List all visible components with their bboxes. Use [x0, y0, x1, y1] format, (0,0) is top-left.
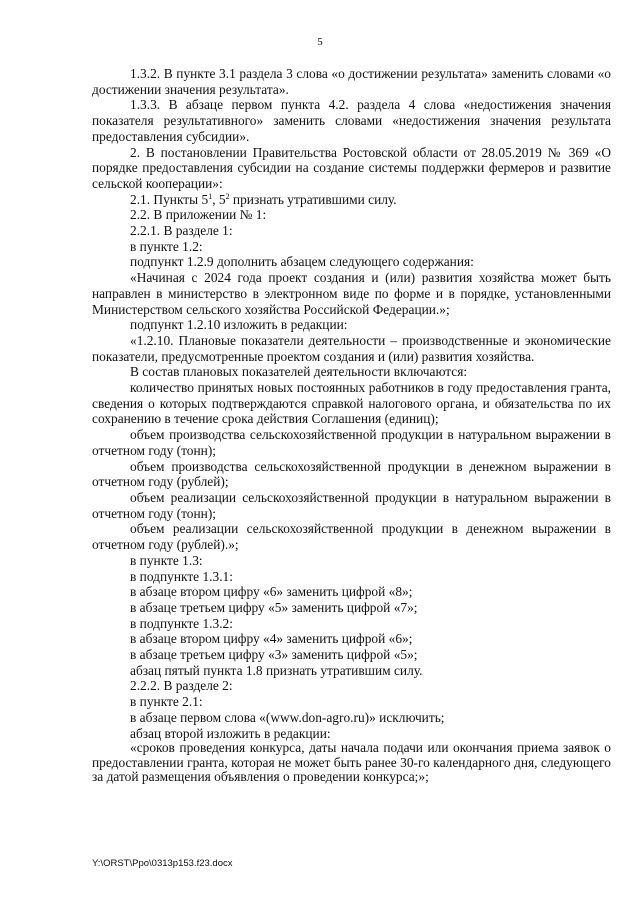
paragraph-2-2-1: 2.2.1. В разделе 1:	[130, 223, 233, 239]
paragraph-item-1-8: абзац пятый пункта 1.8 признать утратившим силу.	[130, 662, 423, 678]
file-path-footer: Y:\ORST\Ppo\0313p153.f23.docx	[92, 858, 233, 869]
paragraph-second-abzac: абзац второй изложить в редакции:	[130, 725, 331, 741]
points-sup-1: 1	[208, 191, 213, 201]
page-number: 5	[317, 36, 323, 48]
paragraph-item-1-2: в пункте 1.2:	[130, 238, 203, 254]
paragraph-quote-1-2-10: «1.2.10. Плановые показатели деятельности – производственные и экономические показатели, предусмотренные проектом создания и (или) развития хозяйства.	[92, 332, 611, 364]
paragraph-indicator-sales-natural: объем реализации сельскохозяйственной продукции в натуральном выражении в отчетном году (тонн);	[92, 489, 611, 521]
paragraph-quote-contest: «сроков проведения конкурса, даты начала подачи или окончания приема заявок о предоставлении гранта, которая не может быть ранее 30-го календарного дня, следующего за датой размещения объявления о проведении конкурса;»;	[92, 740, 611, 785]
paragraph-replace-6-8: в абзаце втором цифру «6» заменить цифрой «8»;	[130, 584, 413, 600]
points-sup-2: 2	[225, 191, 230, 201]
paragraph-replace-5-7: в абзаце третьем цифру «5» заменить цифрой «7»;	[130, 599, 418, 615]
paragraph-remove-site: в абзаце первом слова «(www.don-agro.ru)» исключить;	[130, 709, 445, 725]
paragraph-2: 2. В постановлении Правительства Ростовской области от 28.05.2019 № 369 «О порядке предоставления субсидии на создание системы поддержки фермеров и развитие сельской кооперации»:	[92, 144, 611, 191]
points-middle: , 5	[212, 191, 226, 207]
paragraph-2-1	[92, 192, 611, 208]
paragraph-quote-2024: «Начиная с 2024 года проект создания и (или) развития хозяйства может быть направлен в министерство в электронном виде по форме и в порядке, установленными Министерством сельского хозяйства Российской Федерации.»;	[92, 270, 611, 317]
paragraph-1-3-2: 1.3.2. В пункте 3.1 раздела 3 слова «о достижении результата» заменить словами «о достижении значения результата».	[92, 66, 611, 97]
paragraph-subitem-1-3-1: в подпункте 1.3.1:	[130, 568, 233, 584]
paragraph-indicator-sales-money: объем реализации сельскохозяйственной продукции в денежном выражении в отчетном году (рублей).»;	[92, 521, 611, 553]
paragraph-subitem-1-2-10: подпункт 1.2.10 изложить в редакции:	[130, 317, 348, 333]
paragraph-2-2-2: 2.2.2. В разделе 2:	[130, 678, 233, 694]
paragraph-indicator-production-money: объем производства сельскохозяйственной продукции в денежном выражении в отчетном году (рублей);	[92, 458, 611, 490]
points-suffix: признать утратившими силу.	[229, 191, 397, 207]
paragraph-item-2-1: в пункте 2.1:	[130, 694, 203, 710]
paragraph-indicator-workers: количество принятых новых постоянных работников в году предоставления гранта, сведения о которых подтверждаются справкой налогового органа, и обязательства по их сохранению в течение срока действия Соглашения (единиц);	[92, 380, 611, 427]
paragraph-subitem-1-2-9: подпункт 1.2.9 дополнить абзацем следующего содержания:	[130, 254, 474, 270]
paragraph-replace-3-5: в абзаце третьем цифру «3» заменить цифрой «5»;	[130, 647, 418, 663]
paragraph-indicator-production-natural: объем производства сельскохозяйственной продукции в натуральном выражении в отчетном году (тонн);	[92, 427, 611, 458]
paragraph-indicators-intro: В состав плановых показателей деятельности включаются:	[130, 364, 468, 380]
paragraph-subitem-1-3-2: в подпункте 1.3.2:	[130, 615, 233, 631]
paragraph-item-1-3: в пункте 1.3:	[130, 552, 203, 568]
paragraph-2-2: 2.2. В приложении № 1:	[130, 207, 267, 223]
points-prefix: 2.1. Пункты 5	[130, 191, 209, 207]
document-body	[92, 66, 611, 785]
paragraph-replace-4-6: в абзаце втором цифру «4» заменить цифрой «6»;	[130, 631, 413, 647]
paragraph-1-3-3: 1.3.3. В абзаце первом пункта 4.2. раздела 4 слова «недостижения значения показателя результативного» заменить словами «недостижения значения результата предоставления субсидии».	[92, 97, 611, 144]
